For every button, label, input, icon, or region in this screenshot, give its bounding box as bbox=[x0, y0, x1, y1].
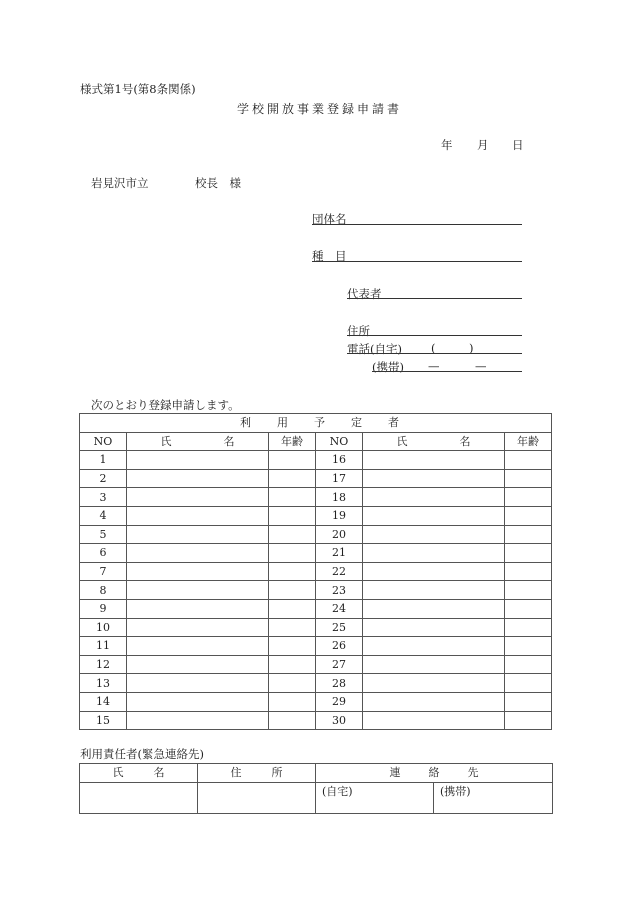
row-number-left: 12 bbox=[80, 655, 127, 674]
age-cell-left[interactable] bbox=[269, 637, 316, 656]
name-cell-right[interactable] bbox=[363, 451, 505, 470]
row-number-left: 2 bbox=[80, 469, 127, 488]
header-char: 氏 bbox=[112, 766, 124, 780]
table-row bbox=[80, 692, 552, 711]
age-cell-left[interactable] bbox=[269, 506, 316, 525]
age-cell-left[interactable] bbox=[269, 599, 316, 618]
row-number-right: 26 bbox=[316, 637, 363, 656]
age-cell-right[interactable] bbox=[505, 451, 552, 470]
table-row bbox=[80, 581, 552, 600]
phone-mobile-label: (携帯) bbox=[372, 360, 404, 374]
name-cell-left[interactable] bbox=[127, 618, 269, 637]
header-char: 所 bbox=[271, 766, 283, 780]
row-number-right: 30 bbox=[316, 711, 363, 730]
age-cell-right[interactable] bbox=[505, 711, 552, 730]
emergency-heading: 利用責任者(緊急連絡先) bbox=[80, 747, 204, 761]
year-label: 年 bbox=[441, 138, 453, 152]
col-no-right: NO bbox=[316, 432, 363, 451]
col-no-left: NO bbox=[80, 432, 127, 451]
table-row bbox=[80, 618, 552, 637]
row-number-right: 21 bbox=[316, 544, 363, 563]
month-label: 月 bbox=[477, 138, 489, 152]
col-age-left: 年齢 bbox=[269, 432, 316, 451]
phone-home-paren-open: ( bbox=[431, 341, 436, 355]
mobile-phone-label: (携帯) bbox=[440, 784, 471, 798]
emergency-header-row bbox=[80, 764, 553, 783]
name-cell-right[interactable] bbox=[363, 581, 505, 600]
phone-mobile-dash-2: — bbox=[475, 359, 487, 373]
row-number-left: 3 bbox=[80, 488, 127, 507]
age-cell-left[interactable] bbox=[269, 581, 316, 600]
event-label: 種 目 bbox=[312, 249, 347, 263]
name-cell-right[interactable] bbox=[363, 544, 505, 563]
name-cell-right[interactable] bbox=[363, 618, 505, 637]
row-number-right: 23 bbox=[316, 581, 363, 600]
emergency-col-address bbox=[198, 764, 316, 783]
age-cell-right[interactable] bbox=[505, 488, 552, 507]
registration-table bbox=[79, 413, 552, 730]
name-cell-left[interactable] bbox=[127, 692, 269, 711]
table-row bbox=[80, 674, 552, 693]
event-field[interactable] bbox=[312, 261, 522, 262]
registration-intro: 次のとおり登録申請します。 bbox=[91, 398, 240, 412]
table-row bbox=[80, 599, 552, 618]
header-char: 連 bbox=[389, 766, 401, 780]
name-cell-right[interactable] bbox=[363, 562, 505, 581]
name-cell-left[interactable] bbox=[127, 637, 269, 656]
name-cell-left[interactable] bbox=[127, 544, 269, 563]
table-row bbox=[80, 506, 552, 525]
document-title: 学校開放事業登録申請書 bbox=[237, 102, 403, 116]
table-title-char: 予 bbox=[314, 416, 325, 430]
name-cell-left[interactable] bbox=[127, 488, 269, 507]
name-cell-right[interactable] bbox=[363, 711, 505, 730]
header-char: 名 bbox=[153, 766, 165, 780]
name-cell-left[interactable] bbox=[127, 506, 269, 525]
age-cell-left[interactable] bbox=[269, 711, 316, 730]
emergency-col-contact bbox=[316, 764, 553, 783]
name-cell-left[interactable] bbox=[127, 525, 269, 544]
representative-label: 代表者 bbox=[347, 287, 382, 301]
age-cell-left[interactable] bbox=[269, 488, 316, 507]
row-number-right: 29 bbox=[316, 692, 363, 711]
table-title-char: 者 bbox=[388, 416, 399, 430]
row-number-left: 13 bbox=[80, 674, 127, 693]
emergency-input-row bbox=[80, 782, 553, 813]
col-name-char: 名 bbox=[223, 434, 235, 448]
age-cell-right[interactable] bbox=[505, 674, 552, 693]
age-cell-left[interactable] bbox=[269, 692, 316, 711]
table-title-char: 利 bbox=[240, 416, 251, 430]
table-title bbox=[80, 414, 552, 433]
age-cell-right[interactable] bbox=[505, 599, 552, 618]
row-number-right: 22 bbox=[316, 562, 363, 581]
table-title-row bbox=[80, 414, 552, 433]
group-name-label: 団体名 bbox=[312, 212, 347, 226]
row-number-right: 17 bbox=[316, 469, 363, 488]
col-age-right: 年齢 bbox=[505, 432, 552, 451]
emergency-name-cell[interactable] bbox=[80, 782, 198, 813]
form-number: 様式第1号(第8条関係) bbox=[80, 82, 196, 96]
name-cell-right[interactable] bbox=[363, 506, 505, 525]
age-cell-left[interactable] bbox=[269, 544, 316, 563]
name-cell-right[interactable] bbox=[363, 469, 505, 488]
col-name-right bbox=[363, 432, 505, 451]
group-name-field[interactable] bbox=[312, 224, 522, 225]
row-number-right: 19 bbox=[316, 506, 363, 525]
emergency-mobile-cell[interactable] bbox=[434, 782, 553, 813]
col-name-char: 名 bbox=[459, 434, 471, 448]
row-number-right: 27 bbox=[316, 655, 363, 674]
phone-home-paren-close: ) bbox=[469, 341, 474, 355]
age-cell-right[interactable] bbox=[505, 544, 552, 563]
phone-home-field[interactable] bbox=[347, 353, 522, 354]
row-number-right: 24 bbox=[316, 599, 363, 618]
principal-label: 校長 様 bbox=[195, 176, 241, 190]
age-cell-right[interactable] bbox=[505, 506, 552, 525]
table-row bbox=[80, 711, 552, 730]
age-cell-left[interactable] bbox=[269, 451, 316, 470]
age-cell-left[interactable] bbox=[269, 618, 316, 637]
row-number-left: 4 bbox=[80, 506, 127, 525]
age-cell-right[interactable] bbox=[505, 637, 552, 656]
name-cell-right[interactable] bbox=[363, 655, 505, 674]
emergency-home-cell[interactable] bbox=[316, 782, 434, 813]
row-number-left: 14 bbox=[80, 692, 127, 711]
col-name-char: 氏 bbox=[396, 434, 408, 448]
row-number-right: 16 bbox=[316, 451, 363, 470]
table-row bbox=[80, 655, 552, 674]
name-cell-left[interactable] bbox=[127, 599, 269, 618]
table-row bbox=[80, 562, 552, 581]
row-number-right: 28 bbox=[316, 674, 363, 693]
table-title-char: 用 bbox=[277, 416, 288, 430]
row-number-right: 25 bbox=[316, 618, 363, 637]
table-row bbox=[80, 469, 552, 488]
row-number-left: 9 bbox=[80, 599, 127, 618]
name-cell-left[interactable] bbox=[127, 581, 269, 600]
name-cell-left[interactable] bbox=[127, 469, 269, 488]
name-cell-right[interactable] bbox=[363, 525, 505, 544]
age-cell-right[interactable] bbox=[505, 525, 552, 544]
age-cell-right[interactable] bbox=[505, 562, 552, 581]
address-label: 住所 bbox=[347, 324, 370, 338]
name-cell-left[interactable] bbox=[127, 562, 269, 581]
age-cell-left[interactable] bbox=[269, 674, 316, 693]
name-cell-left[interactable] bbox=[127, 451, 269, 470]
age-cell-right[interactable] bbox=[505, 469, 552, 488]
phone-mobile-field[interactable] bbox=[372, 371, 522, 372]
col-name-left bbox=[127, 432, 269, 451]
age-cell-right[interactable] bbox=[505, 692, 552, 711]
table-row bbox=[80, 637, 552, 656]
home-phone-label: (自宅) bbox=[322, 784, 353, 798]
row-number-left: 11 bbox=[80, 637, 127, 656]
emergency-address-cell[interactable] bbox=[198, 782, 316, 813]
row-number-right: 20 bbox=[316, 525, 363, 544]
city-school-label: 岩見沢市立 bbox=[91, 176, 149, 190]
row-number-left: 5 bbox=[80, 525, 127, 544]
name-cell-right[interactable] bbox=[363, 488, 505, 507]
representative-field[interactable] bbox=[347, 298, 522, 299]
name-cell-right[interactable] bbox=[363, 692, 505, 711]
table-row bbox=[80, 544, 552, 563]
col-name-char: 氏 bbox=[160, 434, 172, 448]
age-cell-right[interactable] bbox=[505, 581, 552, 600]
table-row bbox=[80, 525, 552, 544]
table-title-char: 定 bbox=[351, 416, 362, 430]
row-number-left: 10 bbox=[80, 618, 127, 637]
header-char: 絡 bbox=[428, 766, 440, 780]
phone-mobile-dash-1: — bbox=[428, 359, 440, 373]
row-number-left: 7 bbox=[80, 562, 127, 581]
name-cell-left[interactable] bbox=[127, 674, 269, 693]
row-number-left: 6 bbox=[80, 544, 127, 563]
age-cell-left[interactable] bbox=[269, 562, 316, 581]
name-cell-right[interactable] bbox=[363, 637, 505, 656]
day-label: 日 bbox=[512, 138, 524, 152]
column-header-row bbox=[80, 432, 552, 451]
age-cell-left[interactable] bbox=[269, 525, 316, 544]
name-cell-right[interactable] bbox=[363, 674, 505, 693]
header-char: 先 bbox=[467, 766, 479, 780]
name-cell-left[interactable] bbox=[127, 655, 269, 674]
address-field[interactable] bbox=[347, 335, 522, 336]
row-number-left: 1 bbox=[80, 451, 127, 470]
header-char: 住 bbox=[230, 766, 242, 780]
table-row bbox=[80, 451, 552, 470]
row-number-right: 18 bbox=[316, 488, 363, 507]
age-cell-left[interactable] bbox=[269, 469, 316, 488]
row-number-left: 15 bbox=[80, 711, 127, 730]
name-cell-left[interactable] bbox=[127, 711, 269, 730]
emergency-contact-table bbox=[79, 763, 553, 814]
age-cell-right[interactable] bbox=[505, 618, 552, 637]
row-number-left: 8 bbox=[80, 581, 127, 600]
phone-home-label: 電話(自宅) bbox=[347, 342, 402, 356]
age-cell-left[interactable] bbox=[269, 655, 316, 674]
name-cell-right[interactable] bbox=[363, 599, 505, 618]
table-row bbox=[80, 488, 552, 507]
emergency-col-name bbox=[80, 764, 198, 783]
age-cell-right[interactable] bbox=[505, 655, 552, 674]
